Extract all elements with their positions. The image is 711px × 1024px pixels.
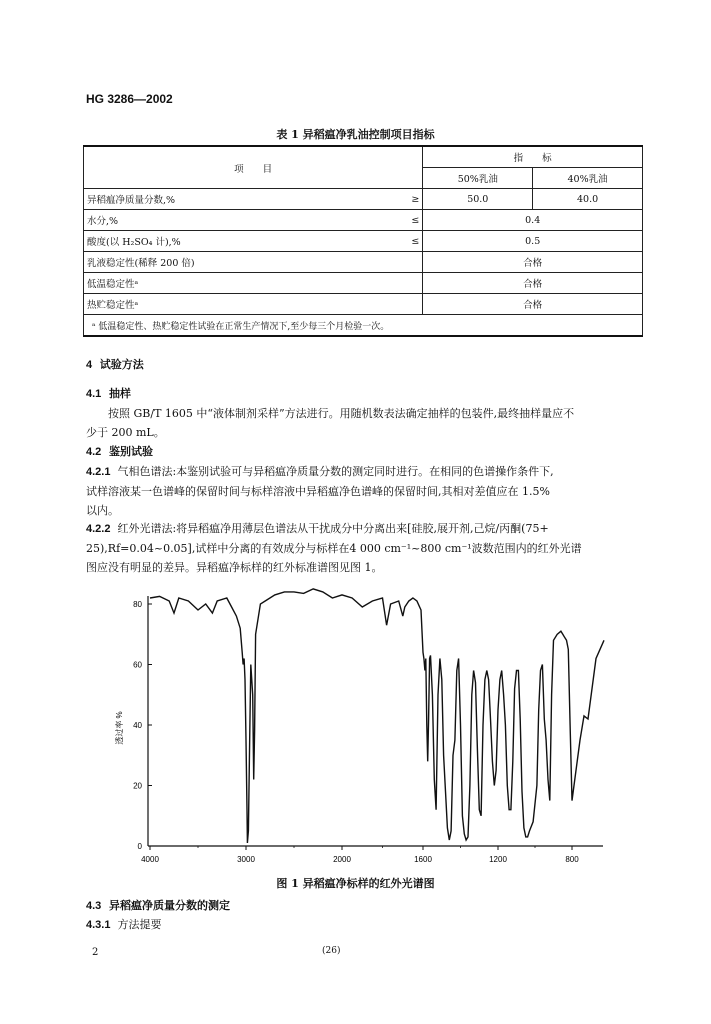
section-4-2-heading: 4.2 鉴别试验 (86, 445, 153, 458)
row-item: 热贮稳定性ᵃ (84, 294, 395, 315)
section-4-1-heading: 4.1 抽样 (86, 387, 131, 400)
row-item: 酸度(以 H₂SO₄ 计),% (84, 231, 395, 252)
chart-ticks (133, 600, 579, 864)
col-header-index: 指 标 (423, 146, 643, 168)
x-tick-label: 2000 (333, 855, 351, 864)
section-4-2-1-text: 4.2.1 气相色谱法:本鉴别试验可与异稻瘟净质量分数的测定同时进行。在相同的色谱操作条件下, 试样溶液某一色谱峰的保留时间与标样溶液中异稻瘟净色谱峰的保留时间,其相对差值应在 1.5% 以内。 (86, 465, 554, 517)
row-value-40: 40.0 (533, 189, 643, 210)
row-value-50: 50.0 (423, 189, 533, 210)
y-tick-label: 40 (133, 721, 142, 730)
row-value: 合格 (423, 273, 643, 294)
col-header-40: 40%乳油 (533, 168, 643, 189)
row-value: 合格 (423, 252, 643, 273)
row-op: ≥ (395, 189, 423, 210)
page-code: (26) (322, 946, 341, 956)
y-tick-label: 0 (137, 842, 142, 851)
page-number: 2 (92, 947, 99, 958)
section-4-heading: 4 试验方法 (86, 358, 144, 371)
spectrum-line (150, 589, 604, 843)
x-tick-label: 3000 (237, 855, 255, 864)
figure-caption: 图 1 异稻瘟净标样的红外光谱图 (276, 877, 435, 890)
x-tick-label: 1200 (489, 855, 507, 864)
x-tick-label: 4000 (141, 855, 159, 864)
col-header-50: 50%乳油 (423, 168, 533, 189)
standard-code: HG 3286—2002 (86, 92, 173, 106)
row-item: 乳液稳定性(稀释 200 倍) (84, 252, 395, 273)
row-item: 低温稳定性ᵃ (84, 273, 395, 294)
x-tick-label: 800 (565, 855, 579, 864)
row-op: ≤ (395, 231, 423, 252)
table-footnote: ᵃ 低温稳定性、热贮稳定性试验在正常生产情况下,至少每三个月检验一次。 (84, 315, 643, 337)
y-axis-label: 透过率 % (115, 711, 124, 745)
section-4-2-2-text: 4.2.2 红外光谱法:将异稻瘟净用薄层色谱法从干扰成分中分离出来[硅胶,展开剂,己烷/丙酮(75+ 25),Rf=0.04~0.05],试样中分离的有效成分与标样在4 000 cm⁻¹~800 cm⁻¹波数范围内的红外光谱 图应没有明显的差异。异稻瘟净标样的红外标准谱图见图 1。 (86, 522, 582, 574)
row-value: 合格 (423, 294, 643, 315)
row-value: 0.5 (423, 231, 643, 252)
col-header-item: 项 目 (84, 146, 423, 189)
row-item: 异稻瘟净质量分数,% (84, 189, 395, 210)
row-op: ≤ (395, 210, 423, 231)
table-caption: 表 1 异稻瘟净乳油控制项目指标 (276, 128, 435, 141)
section-4-1-text: 按照 GB/T 1605 中“液体制剂采样”方法进行。用随机数表法确定抽样的包装件,最终抽样量应不 少于 200 mL。 (86, 407, 575, 439)
row-value: 0.4 (423, 210, 643, 231)
x-tick-label: 1600 (414, 855, 432, 864)
y-tick-label: 60 (133, 660, 142, 670)
y-tick-label: 80 (133, 600, 142, 609)
row-item: 水分,% (84, 210, 395, 231)
section-4-3-heading: 4.3 异稻瘟净质量分数的测定 (86, 899, 230, 912)
section-4-3-1-heading: 4.3.1 方法提要 (86, 918, 162, 931)
y-tick-label: 20 (133, 781, 142, 791)
